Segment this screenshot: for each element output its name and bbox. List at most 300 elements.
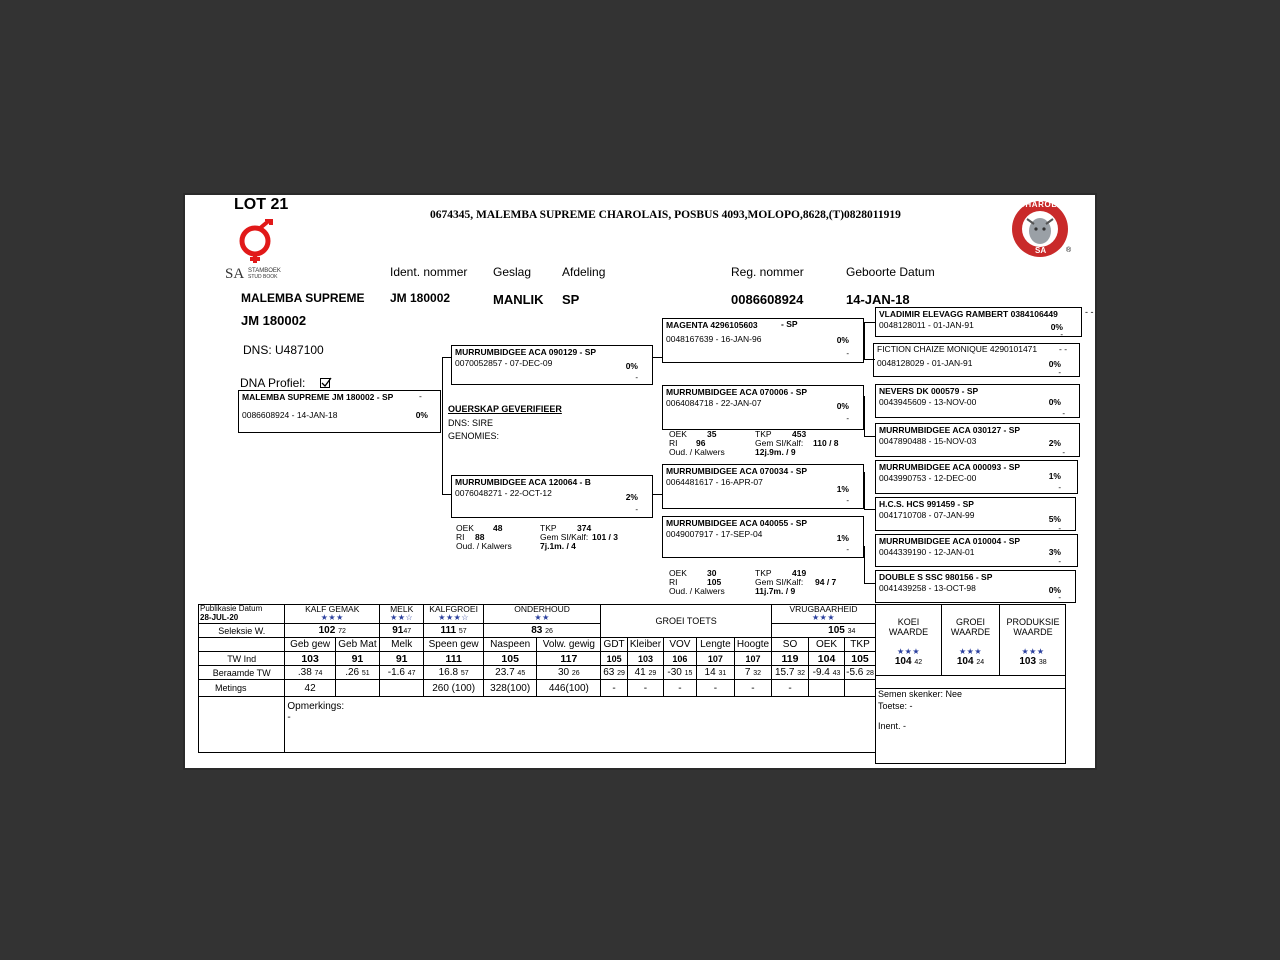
tw-label: TW Ind [199,652,285,666]
stat-value: 96 [696,438,706,448]
index-sub: 38 [1038,658,1047,666]
gp4-name: MURRUMBIDGEE ACA 040055 - SP [666,518,808,528]
beraamde-sub: 28 [866,670,874,678]
box-date: 0086608924 - 14-JAN-18 [242,410,338,420]
tw-value: 91 [335,652,379,666]
group-label: MELK [390,604,414,614]
ggp-box-7 [875,534,1078,567]
stats-block-2 [456,524,646,554]
dna-profile-checkbox[interactable] [320,376,332,388]
ggp4-dash: - [1062,448,1065,457]
column-header: Geb Mat [335,638,379,652]
metings-value: 328(100) [483,680,536,697]
stat-label: TKP [755,568,772,578]
metings-label: Metings [199,680,285,697]
sel-kalfgroei [424,624,484,638]
ggp4-name: MURRUMBIDGEE ACA 030127 - SP [879,425,1021,435]
remarks-label: Opmerkings: [287,701,345,713]
stat-value: 94 / 7 [815,577,837,587]
tw-value: 103 [627,652,663,666]
ggp3-dash: - [1062,409,1065,418]
stat-label: RI [456,532,465,542]
gp4-date: 0049007917 - 17-SEP-04 [666,529,763,539]
box-pct: 0% [415,410,428,420]
gp1-dash: - [846,349,849,358]
animal-name: MALEMBA SUPREME [241,291,365,305]
registered-mark: ® [1066,247,1072,254]
column-header: Hoogte [734,638,771,652]
ggp5-name: MURRUMBIDGEE ACA 000093 - SP [879,462,1021,472]
ggp2-name: FICTION CHAIZE MONIQUE 4290101471 [877,344,1038,354]
ggp-box-8 [875,570,1076,603]
ggp3-name: NEVERS DK 000579 - SP [879,386,979,396]
ggp4-date: 0047890488 - 15-NOV-03 [879,436,977,446]
gp2-dash: - [846,414,849,423]
stat-value: 105 [707,577,722,587]
ggp2-dash: - [1058,368,1061,377]
tw-value: 104 [809,652,845,666]
sire-box [451,345,653,385]
beraamde-main: -9.4 [812,667,830,679]
star-rating-icon: ★★★ [320,613,344,623]
group-groei-toets: GROEI TOETS [601,605,772,638]
beraamde-value [734,666,771,680]
column-header: Naspeen [483,638,536,652]
star-rating-icon: ★★★☆ [438,613,469,623]
studbook-logo [225,219,300,281]
beraamde-value [285,666,335,680]
beraamde-value [483,666,536,680]
ggp3-pct: 0% [1048,397,1061,407]
grandparent-box-1 [662,318,864,363]
stat-label: OEK [669,429,687,439]
ggp1-dash: - [1060,330,1063,339]
group-melk [380,605,424,624]
logo-stamboek: STAMBOEK [248,268,281,274]
gp3-dash: - [846,496,849,505]
column-header: Melk [380,638,424,652]
stat-value: 35 [707,429,717,439]
group-kalfgroei [424,605,484,624]
beraamde-value [335,666,379,680]
ggp7-name: MURRUMBIDGEE ACA 010004 - SP [879,536,1021,546]
stat-label: Oud. / Kalwers [669,447,725,457]
divider [876,675,1066,676]
ggp6-date: 0041710708 - 07-JAN-99 [879,510,975,520]
animal-pedigree-box [238,390,441,433]
gp3-pct: 1% [836,484,849,494]
beraamde-value [663,666,696,680]
tw-value: 107 [734,652,771,666]
sire-pct: 0% [625,361,638,371]
beraamde-sub: 74 [314,670,323,678]
sire-name: MURRUMBIDGEE ACA 090129 - SP [455,347,597,357]
metings-value: - [772,680,809,697]
beraamde-sub: 26 [571,670,580,678]
index-label: WAARDE [950,627,991,638]
gp1-suffix: - SP [781,319,798,329]
connector [442,357,451,358]
remarks-value: - [287,712,291,724]
ggp1-pct: 0% [1050,322,1063,332]
connector [653,494,662,495]
tw-row [199,652,876,666]
produksie-waarde [1000,605,1066,675]
gp3-name: MURRUMBIDGEE ACA 070034 - SP [666,466,808,476]
beraamde-value [696,666,734,680]
dam-name: MURRUMBIDGEE ACA 120064 - B [455,477,591,487]
star-rating-icon: ★★★ [1021,646,1045,656]
column-header-row [199,638,876,652]
ggp1-name: VLADIMIR ELEVAGG RAMBERT 0384106449 [879,309,1058,319]
sel-kalf-gemak [285,624,380,638]
logo-sa-text: SA [1035,246,1047,255]
label-afdeling: Afdeling [562,265,606,279]
stat-value: 374 [577,523,592,533]
group-label: ONDERHOUD [514,604,570,614]
sel-vrugbaarheid [809,624,876,638]
tests-note: Toetse: - [878,701,913,711]
tw-value: 105 [483,652,536,666]
star-rating-icon: ★★☆ [390,613,414,623]
beraamde-value [601,666,628,680]
sel-sub: 57 [458,628,467,636]
beraamde-value [380,666,424,680]
pub-date-cell [199,605,285,624]
beraamde-row [199,666,876,680]
grandparent-box-3 [662,464,864,509]
dam-pct: 2% [625,492,638,502]
column-header: GDT [601,638,628,652]
animal-ident: JM 180002 [390,291,451,305]
pub-date-label: Publikasie Datum [200,604,263,614]
beraamde-main: .26 [345,667,360,679]
sire-dash: - [635,373,638,382]
tw-value: 117 [537,652,601,666]
ggp8-pct: 0% [1048,585,1061,595]
stat-value: 101 / 3 [592,532,618,542]
beraamde-value [537,666,601,680]
charolais-logo [1011,197,1071,261]
blank-cell [199,697,285,753]
stat-value: 48 [493,523,503,533]
stat-value: 419 [792,568,807,578]
beraamde-sub: 32 [797,670,806,678]
column-header: SO [772,638,809,652]
ggp-box-3 [875,384,1080,418]
animal-birth: 14-JAN-18 [846,292,910,307]
groei-waarde [942,605,1000,675]
label-geboorte: Geboorte Datum [846,265,935,279]
sire-date: 0070052857 - 07-DEC-09 [455,358,553,368]
beraamde-main: .38 [297,667,312,679]
ggp5-dash: - [1058,483,1061,492]
metings-value: 42 [285,680,335,697]
connector [864,396,865,436]
dna-profile-label: DNA Profiel: [240,376,306,390]
tw-value: 91 [380,652,424,666]
grandparent-box-2 [662,385,864,430]
sel-value: 102 [318,625,336,637]
tw-value: 111 [424,652,484,666]
connector [864,436,875,437]
parentage-verified: OUERSKAP GEVERIFIEER [448,404,562,414]
index-sub: 42 [914,658,923,666]
ggp2-pct: 0% [1048,359,1061,369]
tw-value: 107 [696,652,734,666]
ggp5-date: 0043990753 - 12-DEC-00 [879,473,977,483]
beraamde-value [627,666,663,680]
dns-sire: DNS: SIRE [448,418,494,428]
ggp6-pct: 5% [1048,514,1061,524]
column-header: VOV [663,638,696,652]
dam-dash: - [635,505,638,514]
beraamde-label: Beraamde TW [199,666,285,680]
sel-sub: 47 [403,628,412,636]
gp1-pct: 0% [836,335,849,345]
beraamde-sub: 29 [617,670,625,678]
ggp5-pct: 1% [1048,471,1061,481]
connector [442,494,451,495]
ggp1-extra-dash: - - [1085,307,1094,317]
metings-value: - [734,680,771,697]
sel-value: 91 [392,625,404,637]
stat-value: 11j.7m. / 9 [755,586,796,596]
koei-waarde [876,605,942,675]
ggp8-name: DOUBLE S SSC 980156 - SP [879,572,993,582]
index-sub: 24 [976,658,985,666]
beraamde-sub: 15 [684,670,693,678]
connector [864,583,875,584]
beraamde-main: 14 [704,667,716,679]
beraamde-main: 15.7 [775,667,795,679]
pedigree-sheet [185,195,1095,768]
stat-value: 30 [707,568,717,578]
logo-sa: SA [225,266,245,282]
beraamde-sub: 47 [407,670,416,678]
check-icon [320,377,332,389]
metings-value [335,680,379,697]
beraamde-value [809,666,845,680]
stat-label: Oud. / Kalwers [669,586,725,596]
gp1-name: MAGENTA 4296105603 [666,320,758,330]
sel-value: 83 [531,625,543,637]
animal-section: SP [562,292,580,307]
pub-date-value: 28-JUL-20 [200,613,239,623]
ggp1-date: 0048128011 - 01-JAN-91 [879,320,974,330]
beraamde-main: 23.7 [495,667,515,679]
star-rating-icon: ★★★ [958,646,982,656]
box-dash: - [419,391,422,401]
column-header: OEK [809,638,845,652]
column-header: Speen gew [424,638,484,652]
beraamde-main: 30 [557,667,570,679]
beraamde-main: -30 [667,667,682,679]
vrug-blank [772,624,809,638]
beraamde-sub: 43 [832,670,841,678]
metings-value: 446(100) [537,680,601,697]
group-kalf-gemak [285,605,380,624]
group-label: VRUGBAARHEID [789,604,858,614]
remarks-row [199,697,876,753]
connector [864,322,875,323]
group-label: KALF GEMAK [305,604,360,614]
column-header: Lengte [696,638,734,652]
tw-value: 119 [772,652,809,666]
group-label: KALFGROEI [429,604,478,614]
metings-row [199,680,876,697]
ggp7-date: 0044339190 - 12-JAN-01 [879,547,975,557]
stat-value: 88 [475,532,485,542]
ggp8-date: 0041439258 - 13-OCT-98 [879,583,976,593]
index-value: 104 [894,655,912,667]
metings-value: 260 (100) [424,680,484,697]
animal-ident-line2: JM 180002 [241,313,307,328]
index-value: 103 [1019,655,1037,667]
sel-sub: 34 [847,628,856,636]
ggp6-name: H.C.S. HCS 991459 - SP [879,499,974,509]
ggp-box-6 [875,497,1076,531]
ggp3-date: 0043945609 - 13-NOV-00 [879,397,977,407]
index-panel [875,604,1066,764]
metings-value: - [601,680,628,697]
column-header: Volw. gewig [537,638,601,652]
beraamde-value [424,666,484,680]
stat-label: RI [669,438,678,448]
logo-studbook: STUD BOOK [248,274,278,280]
tw-value: 106 [663,652,696,666]
metings-value: - [663,680,696,697]
star-rating-icon: ★★★ [896,646,920,656]
stat-label: RI [669,577,678,587]
metings-value [845,680,876,697]
index-label: WAARDE [1013,627,1053,638]
sel-value: 105 [828,625,845,637]
stat-value: 110 / 8 [813,438,839,448]
ggp7-pct: 3% [1048,547,1061,557]
metings-value: - [627,680,663,697]
gp2-name: MURRUMBIDGEE ACA 070006 - SP [666,387,808,397]
index-label: WAARDE [888,627,929,638]
beraamde-main: -1.6 [387,667,405,679]
tw-value: 103 [285,652,335,666]
gp4-pct: 1% [836,533,849,543]
performance-table [198,604,876,753]
seleksie-label: Seleksie W. [199,624,285,638]
lot-number: LOT 21 [234,196,289,213]
beraamde-main: 16.8 [438,667,459,679]
beraamde-main: -5.6 [846,667,864,679]
column-header: Kleiber [627,638,663,652]
index-value: 104 [956,655,974,667]
stat-label: Oud. / Kalwers [456,541,512,551]
stat-label: Gem SI/Kalf: [755,577,804,587]
metings-value [809,680,845,697]
ggp2-extra-dash: - - [1059,344,1068,354]
connector [442,357,443,494]
stat-label: Gem SI/Kalf: [540,532,589,542]
beraamde-value [845,666,876,680]
box-name: MALEMBA SUPREME JM 180002 - SP [242,392,394,402]
stat-value: 12j.9m. / 9 [755,447,796,457]
metings-value: - [696,680,734,697]
logo-charolais-text: CHAROLAIS [1019,200,1072,209]
animal-sex: MANLIK [493,292,544,307]
gp2-pct: 0% [836,401,849,411]
genomics-label: GENOMIES: [448,431,500,441]
vaccination-note: Inent. - [878,721,907,731]
ggp2-date: 0048128029 - 01-JAN-91 [877,358,973,368]
sel-value: 111 [440,625,457,637]
beraamde-value [772,666,809,680]
beraamde-main: 41 [634,667,646,679]
ggp6-dash: - [1058,524,1061,533]
group-onderhoud [483,605,600,624]
star-rating-icon: ★★ [534,613,550,623]
stat-label: OEK [456,523,474,533]
ggp7-dash: - [1058,557,1061,566]
label-geslag: Geslag [493,265,532,279]
connector [864,322,865,359]
grandparent-box-4 [662,516,864,558]
tw-value: 105 [601,652,628,666]
sel-sub: 26 [545,628,553,636]
gp2-date: 0064084718 - 22-JAN-07 [666,398,762,408]
connector [653,357,662,358]
dam-date: 0076048271 - 22-OCT-12 [455,488,552,498]
beraamde-main: 63 [603,667,615,679]
beraamde-sub: 29 [648,670,657,678]
gp1-date: 0048167639 - 16-JAN-96 [666,334,762,344]
ggp-box-1 [875,307,1082,337]
beraamde-sub: 32 [753,670,762,678]
index-label: KOEI [897,617,920,627]
stat-value: 453 [792,429,807,439]
index-label: PRODUKSIE [1006,617,1060,627]
semen-donor: Semen skenker: Nee [878,689,963,699]
metings-value [380,680,424,697]
tw-value: 105 [845,652,876,666]
star-rating-icon: ★★★ [812,613,836,623]
stat-label: OEK [669,568,687,578]
ggp-box-4 [875,423,1080,457]
ggp8-dash: - [1058,593,1061,602]
beraamde-main: 7 [744,667,751,679]
ggp-box-2 [873,343,1080,377]
connector [864,359,875,360]
stat-label: Gem SI/Kalf: [755,438,804,448]
beraamde-sub: 57 [460,670,469,678]
label-ident: Ident. nommer [390,265,468,279]
sel-sub: 72 [338,628,346,636]
group-vrugbaarheid [772,605,876,624]
beraamde-sub: 45 [517,670,526,678]
beraamde-sub: 51 [361,670,370,678]
column-header: Geb gew [285,638,335,652]
connector [864,472,865,509]
gp3-date: 0064481617 - 16-APR-07 [666,477,763,487]
column-header: TKP [845,638,876,652]
remarks-cell [285,697,876,753]
breeder-header: 0674345, MALEMBA SUPREME CHAROLAIS, POSBUS 4093,MOLOPO,8628,(T)0828011919 [430,209,901,221]
dam-box [451,475,653,518]
stats-block-1 [669,430,859,460]
connector [864,509,875,510]
animal-reg: 0086608924 [731,292,804,307]
sel-melk [380,624,424,638]
connector [864,546,865,583]
ggp4-pct: 2% [1048,438,1061,448]
